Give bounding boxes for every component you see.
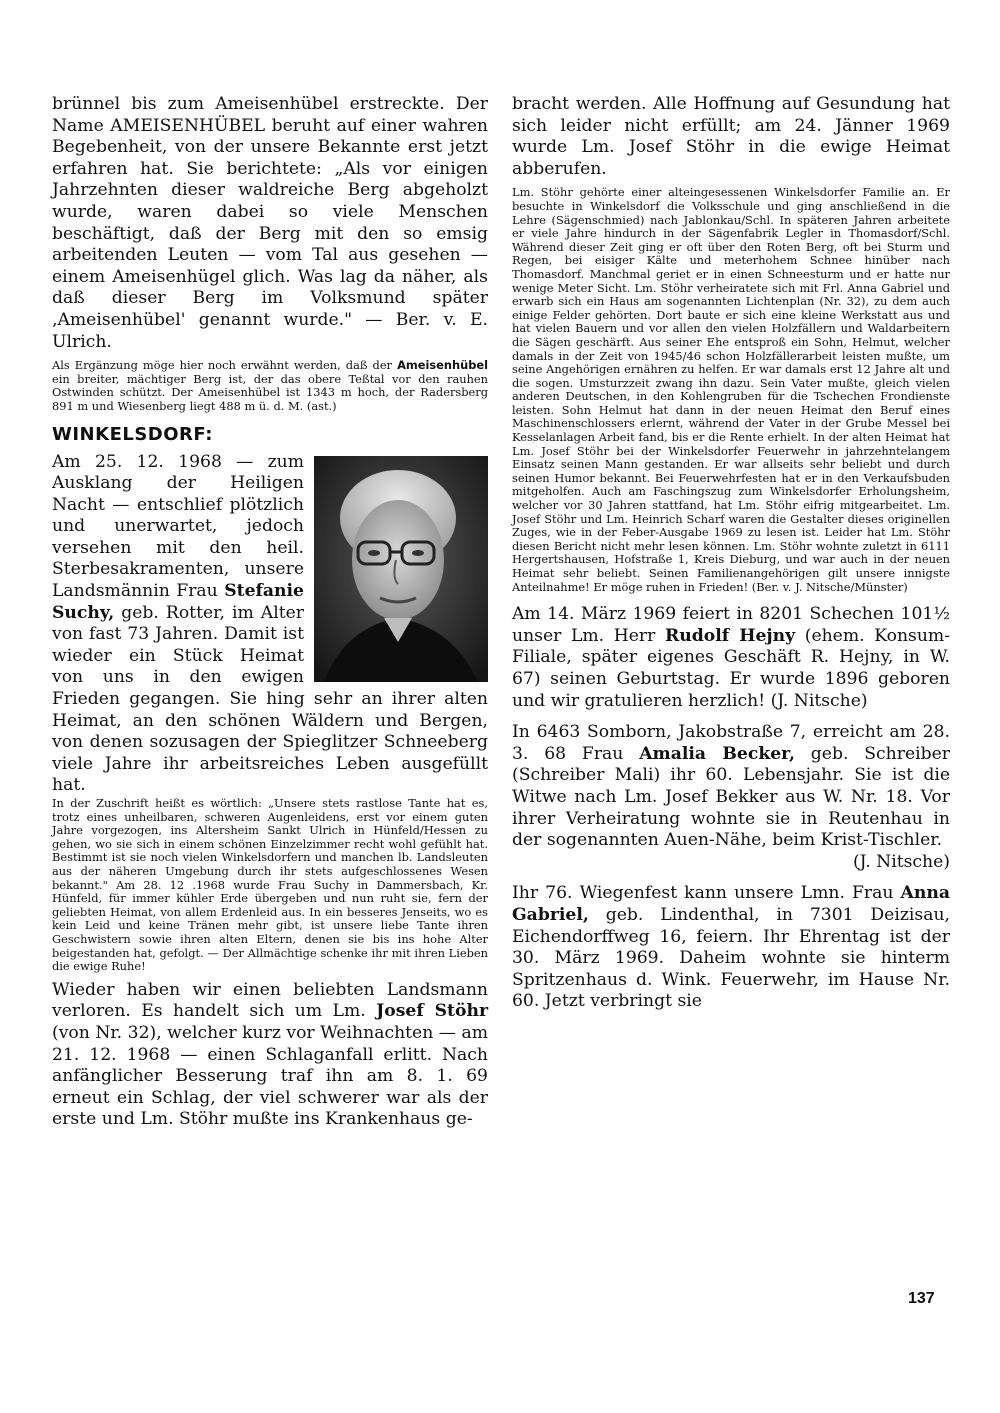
hejny-text-a: Am 14. März 1969 feiert in 8201 Schechen 101½ unser Lm. Herr: [512, 604, 950, 646]
note-text-b: ein breiter, mächtiger Berg ist, der das obere Teßtal vor den rauhen Ostwinden schützt. Der Ameisenhübel ist 1343 m hoch, der Radersberg 891 m und Wiesenberg liegt 488 m ü. d. M. (ast.): [52, 371, 488, 413]
gabriel-birthday: [512, 883, 950, 1013]
left-column: [52, 94, 488, 1131]
stoehr-obituary: [52, 980, 488, 1131]
stoehr-continuation: bracht werden. Alle Hoffnung auf Gesundung hat sich leider nicht erfüllt; am 24. Jänner 1969 wurde Lm. Josef Stöhr in die ewige Heimat abberufen.: [512, 94, 950, 179]
portrait-photo: [314, 456, 488, 682]
gabriel-text-a: Ihr 76. Wiegenfest kann unsere Lmn. Frau: [512, 883, 894, 904]
suchy-text-a: Am 25. 12. 1968 — zum Ausklang der Heiligen Nacht — entschlief plötzlich und unerwartet, jedoch versehen mit den heil. Sterbesakramenten, unsere Landsmännin Frau: [52, 451, 304, 602]
note-text-a: Als Ergänzung möge hier noch erwähnt werden, daß der: [52, 358, 393, 373]
becker-text-a: In 6463 Somborn, Jakobstraße 7, erreicht am 28. 3. 68 Frau: [512, 722, 950, 764]
hejny-text-b: (ehem. Konsum-Filiale, später eigenes Geschäft R. Hejny, in W. 67) seinen Geburtstag. Er wurde 1896 geboren und wir gratulieren herzlich! (J. Nitsche): [512, 625, 951, 711]
gabriel-text-b: geb. Lindenthal, in 7301 Deizisau, Eichendorffweg 16, feiern. Ihr Ehrentag ist der 30. März 1969. Daheim wohnte sie hinterm Spritzenhaus d. Wink. Feuerwehr, im Hause Nr. 60. Jetzt verbringt sie: [512, 904, 951, 1012]
stoehr-biography: Lm. Stöhr gehörte einer alteingesessenen Winkelsdorfer Familie an. Er besuchte in Winkelsdorf die Volksschule und ging anschließend in die Lehre (Sägenschmied) nach Jablonkau/Schl. In späteren Jahren arbeitete er viele Jahre hindurch in der Sägenfabrik Legler in Thomasdorf/Schl. Während dieser Zeit ging er oft über den Roten Berg, oft bei Sturm und Regen, bei eisiger Kälte und meterhohem Schnee hinüber nach Thomasdorf. Manchmal geriet er in einen Schneesturm und er hatte nur wenige Meter Sicht. Lm. Stöhr verheiratete sich mit Frl. Anna Gabriel und erwarb sich ein Haus am sogenannten Lichtenplan (Nr. 32), zu dem auch einige Felder gehörten. Dort baute er sich eine kleine Werkstatt aus und hat vielen Bauern und vor allen den vielen Holzfällern und Waldarbeitern die Sägen geschärft. Aus seiner Ehe entsproß ein Sohn, Helmut, welcher damals in der Zeit von 1945/46 schon Holzfällerarbeit leisten mußte, um seine Angehörigen ernähren zu helfen. Er war damals erst 12 Jahre alt und die sogen. Umsturzzeit zwang ihn dazu. Sein Vater mußte, gleich vielen anderen Deutschen, in den Kohlengruben für die Tschechen Frondienste leisten. Sohn Helmut hat dann in der neuen Heimat den Beruf eines Maschinenschlossers erlernt, während der Vater in der Grube Messel bei Kesselanlagen Arbeit fand, bis er die Rente erhielt. In der alten Heimat hat Lm. Josef Stöhr bei der Winkelsdorfer Feuerwehr in jahrzehntelangem Einsatz seinen Mann gestanden. Er war allseits sehr beliebt und durch seinen Humor bekannt. Bei Feuerwehrfesten hat er in den Verkaufsbuden mitgeholfen. Auch am Faschingszug zum Winkelsdorfer Erholungsheim, welcher vor 30 Jahren stattfand, hat Lm. Stöhr eifrig mitgearbeitet. Lm. Josef Stöhr und Lm. Heinrich Scharf waren die Gestalter dieses originellen Zuges, wie in der Feber-Ausgabe 1969 zu lesen ist. Leider hat Lm. Stöhr diesen Bericht nicht mehr lesen können. Lm. Stöhr wohnte zuletzt in 6111 Hergertshausen, Hofstraße 1, Kreis Dieburg, und war auch in der neuen Heimat sehr beliebt. Seinen Familienangehörigen gilt unsere innigste Anteilnahme! Er möge ruhen in Frieden! (Ber. v. J. Nitsche/Münster): [512, 185, 950, 594]
portrait-illustration: [314, 456, 488, 682]
name-anna-gabriel: Anna Gabriel,: [512, 883, 951, 925]
name-stefanie-suchy: Stefanie Suchy,: [52, 581, 304, 623]
ameisenhuebel-paragraph: brünnel bis zum Ameisenhübel erstreckte. Der Name AMEISENHÜBEL beruht auf einer wahren Begebenheit, von der unsere Bekannte erst jetzt erfahren hat. Sie berichtete: „Als vor einigen Jahrzehnten dieser waldreiche Berg abgeholzt wurde, waren dabei so viele Menschen beschäftigt, daß der Berg mit den so emsig arbeitenden Leuten — vom Tal aus gesehen — einem Ameisenhügel glich. Was lag da näher, als daß dieser Berg im Volksmund später ‚Ameisenhübel' genannt wurde." — Ber. v. E. Ulrich.: [52, 94, 488, 352]
name-rudolf-hejny: Rudolf Hejny: [664, 625, 796, 646]
hejny-birthday: [512, 604, 950, 712]
page-number: 137: [908, 1290, 935, 1307]
name-josef-stoehr: Josef Stöhr: [376, 1001, 489, 1022]
becker-birthday: [512, 722, 950, 852]
suchy-text-b: geb. Rotter, im Alter von fast 73 Jahren. Damit ist wieder ein Stück Heimat von uns in den ewigen Frieden gegangen. Sie hing sehr an ihrer alten Heimat, an den schönen Wäldern und Bergen, von denen sozusagen der Spieglitzer Schneeberg viele Jahre ihr arbeitsreiches Leben ausgefüllt hat.: [52, 602, 488, 796]
note-bold-term: Ameisenhübel: [397, 358, 488, 373]
becker-text-b: geb. Schreiber (Schreiber Mali) ihr 60. Lebensjahr. Sie ist die Witwe nach Lm. Josef Bekker aus W. Nr. 18. Vor ihrer Verheiratung wohnte sie in Reutenhau in der sogenannten Auen-Nähe, beim Krist-Tischler.: [512, 743, 951, 851]
stoehr-text-b: (von Nr. 32), welcher kurz vor Weihnachten — am 21. 12. 1968 — einen Schlaganfall erlitt. Nach anfänglicher Besserung traf ihn am 8. 1. 69 erneut ein Schlag, der viel schwerer war als der erste und Lm. Stöhr mußte ins Krankenhaus ge-: [52, 1022, 488, 1130]
becker-credit: (J. Nitsche): [852, 851, 950, 872]
stoehr-text-a: Wieder haben wir einen beliebten Landsmann verloren. Es handelt sich um Lm.: [52, 979, 488, 1022]
section-heading-winkelsdorf: WINKELSDORF:: [52, 423, 213, 445]
suchy-letter-quote: In der Zuschrift heißt es wörtlich: „Unsere stets rastlose Tante hat es, trotz eines unheilbaren, schweren Augenleidens, erst vor einem guten Jahre vorgezogen, ins Altersheim Sankt Ulrich in Hünfeld/Hessen zu gehen, wo sie sich in einem schönen Einzelzimmer recht wohl gefühlt hat. Bestimmt ist sie noch vielen Winkelsdorfern und manchen lb. Landsleuten aus der näheren Umgebung durch ihr stets aufgeschlossenes Wesen bekannt." Am 28. 12 .1968 wurde Frau Suchy in Dammersbach, Kr. Hünfeld, für immer kühler Erde übergeben und nun ruht sie, fern der geliebten Heimat, von allem Erdenleid aus. In ein besseres Jenseits, wo es kein Leid und keine Tränen mehr gibt, ist unsere liebe Tante ihren Geschwistern sowie ihren alten Eltern, denen sie bis ins hohe Alter beigestanden hat, gefolgt. — Der Allmächtige schenke ihr mit ihren Lieben die ewige Ruhe!: [52, 796, 488, 974]
right-column: [512, 94, 950, 1013]
ameisenhuebel-note: [52, 359, 488, 413]
name-amalia-becker: Amalia Becker,: [639, 743, 795, 764]
